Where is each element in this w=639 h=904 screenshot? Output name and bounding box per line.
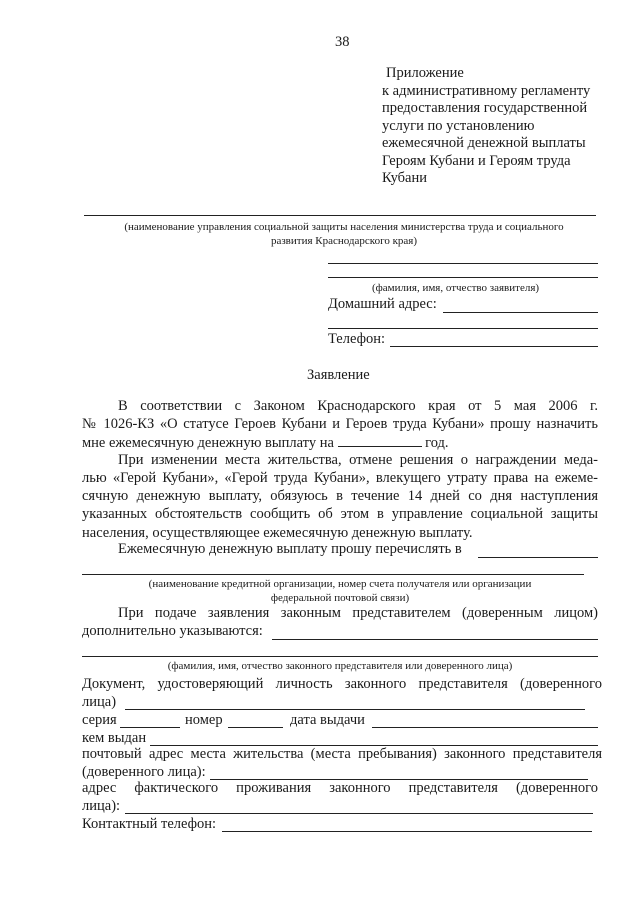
body-line: дополнительно указываются: xyxy=(82,623,263,639)
home-address-field[interactable] xyxy=(443,312,598,313)
department-caption: (наименование управления социальной защиты населения министерства труда и социального xyxy=(124,221,564,233)
appendix-line: предоставления государственной xyxy=(382,100,588,116)
body-line: населения, осуществляющее ежемесячную денежную выплату. xyxy=(82,525,473,541)
bank-field[interactable] xyxy=(82,574,584,575)
body-line: адрес фактического проживания законного представителя (доверенного xyxy=(82,780,598,796)
applicant-name-line[interactable] xyxy=(328,277,598,278)
department-line[interactable] xyxy=(84,215,596,216)
bank-caption: (наименование кредитной организации, номер счета получателя или организации xyxy=(148,578,532,590)
body-line: почтовый адрес места жительства (места пребывания) законного представителя xyxy=(82,746,602,762)
issued-by-label: кем выдан xyxy=(82,730,147,746)
appendix-line: Кубани xyxy=(382,170,427,186)
phone-field[interactable] xyxy=(390,346,598,347)
body-line: сячную денежную выплату, обязуюсь в течение 14 дней со дня наступления xyxy=(82,488,598,504)
issue-date-label: дата выдачи xyxy=(290,712,365,728)
contact-phone-label: Контактный телефон: xyxy=(82,816,217,832)
body-line xyxy=(82,434,449,452)
appendix-line: Приложение xyxy=(386,65,464,81)
phone-label: Телефон: xyxy=(328,331,386,347)
series-field[interactable] xyxy=(120,727,180,728)
department-caption: развития Краснодарского края) xyxy=(270,235,418,247)
series-label: серия xyxy=(82,712,117,728)
appendix-line: услуги по установлению xyxy=(382,117,535,134)
body-line: В соответствии с Законом Краснодарского края от 5 мая 2006 г. xyxy=(118,398,598,414)
issue-date-field[interactable] xyxy=(372,727,598,728)
representative-field[interactable] xyxy=(82,656,598,657)
year-field[interactable] xyxy=(338,434,422,447)
appendix-line: ежемесячной денежной выплаты xyxy=(382,135,586,151)
year-suffix: год. xyxy=(425,435,449,451)
appendix-line: Героям Кубани и Героям труда xyxy=(382,152,571,169)
body-line: При изменении места жительства, отмене решения о награждении меда- xyxy=(118,452,598,468)
number-label: номер xyxy=(185,712,223,728)
home-address-field[interactable] xyxy=(328,328,598,329)
body-line: (доверенного лица): xyxy=(82,764,206,780)
number-field[interactable] xyxy=(228,727,283,728)
representative-caption: (фамилия, имя, отчество законного представителя или доверенного лица) xyxy=(167,660,513,672)
bank-caption: федеральной почтовой связи) xyxy=(270,592,410,604)
page-number: 38 xyxy=(335,34,350,50)
contact-phone-field[interactable] xyxy=(222,831,592,832)
bank-field[interactable] xyxy=(478,557,598,558)
id-document-field[interactable] xyxy=(125,709,585,710)
body-line: лица): xyxy=(82,798,121,814)
body-line: При подаче заявления законным представителем (доверенным лицом) xyxy=(118,605,598,621)
appendix-block xyxy=(382,65,590,188)
payment-period-text: мне ежемесячную денежную выплату на xyxy=(82,435,334,451)
body-line: указанных обстоятельств сообщить об этом в управление социальной защиты xyxy=(82,506,598,522)
body-line: Документ, удостоверяющий личность законного представителя (доверенного xyxy=(82,676,602,692)
body-line: № 1026-КЗ «О статусе Героев Кубани и Героев труда Кубани» прошу назначить xyxy=(82,416,598,432)
body-line: лью «Герой Кубани», «Герой труда Кубани», влекущего утрату права на ежеме- xyxy=(82,470,598,486)
applicant-name-line[interactable] xyxy=(328,263,598,264)
representative-field[interactable] xyxy=(272,639,598,640)
actual-address-field[interactable] xyxy=(125,813,593,814)
applicant-name-caption: (фамилия, имя, отчество заявителя) xyxy=(372,282,540,294)
appendix-line: к административному регламенту xyxy=(382,82,591,99)
body-line: лица) xyxy=(82,694,117,710)
transfer-text: Ежемесячную денежную выплату прошу перечислять в xyxy=(118,541,462,557)
home-address-label: Домашний адрес: xyxy=(328,296,437,312)
document-title: Заявление xyxy=(307,367,370,383)
